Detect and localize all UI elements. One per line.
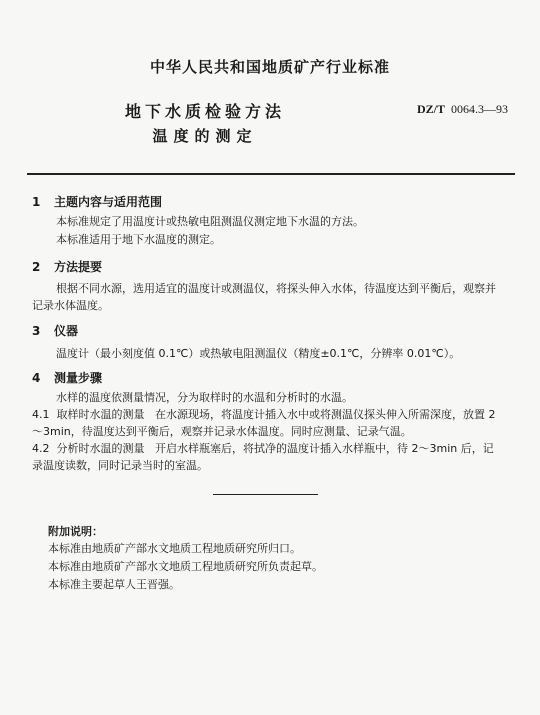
section-2-heading: [32, 258, 102, 275]
subsection-4-2: [32, 440, 502, 474]
section-3-heading: [32, 322, 78, 339]
notes-heading: 附加说明：: [48, 525, 103, 538]
standard-number: 0064.3—93: [451, 102, 508, 116]
section-4-paragraph-1: 水样的温度依测量情况，分为取样时的水温和分析时的水温。: [56, 391, 353, 404]
section-title: 测量步骤: [54, 371, 103, 385]
note-line-2: 本标准由地质矿产部水文地质工程地质研究所负责起草。: [48, 560, 323, 573]
note-line-1: 本标准由地质矿产部水文地质工程地质研究所归口。: [48, 542, 301, 555]
section-title: 方法提要: [54, 260, 103, 274]
standard-code: [417, 102, 508, 117]
section-1-paragraph-1: 本标准规定了用温度计或热敏电阻测温仪测定地下水温的方法。: [56, 215, 364, 228]
section-number: 2: [32, 260, 41, 274]
section-1-heading: [32, 193, 162, 210]
subsection-number: 4.2: [32, 442, 50, 455]
section-title: 仪器: [54, 324, 79, 338]
subsection-label: 分析时水温的测量: [56, 442, 145, 455]
document-title: 地下水质检验方法: [124, 102, 285, 121]
section-number: 1: [32, 195, 41, 209]
document-subtitle: 温度的测定: [152, 127, 258, 145]
subsection-label: 取样时水温的测量: [56, 408, 145, 421]
section-number: 3: [32, 324, 41, 338]
section-title: 主题内容与适用范围: [54, 195, 163, 209]
section-1-paragraph-2: 本标准适用于地下水温度的测定。: [56, 233, 221, 246]
end-divider: [213, 494, 318, 495]
subsection-number: 4.1: [32, 408, 50, 421]
section-4-heading: [32, 369, 102, 386]
header-divider: [27, 173, 515, 175]
issuing-organization: 中华人民共和国地质矿产行业标准: [149, 58, 390, 76]
subsection-4-1: [32, 406, 502, 440]
subsection-text: 在水源现场，将温度计插入水中或将测温仪探头伸入所需深度，放置 2～3min，待温度达到平衡后，观察并记录水体温度。同时应测量、记录气温。: [32, 408, 496, 438]
standard-prefix: DZ/T: [416, 102, 445, 116]
note-line-3: 本标准主要起草人王晋强。: [48, 578, 180, 591]
section-number: 4: [32, 371, 41, 385]
section-2-paragraph-1: 根据不同水源，选用适宜的温度计或测温仪，将探头伸入水体，待温度达到平衡后，观察并记录水体温度。: [32, 282, 496, 312]
subsection-text: 开启水样瓶塞后，将拭净的温度计插入水样瓶中，待 2～3min 后，记录温度读数，同时记录当时的室温。: [32, 442, 494, 472]
section-3-paragraph-1: 温度计（最小刻度值 0.1℃）或热敏电阻测温仪（精度±0.1℃，分辨率 0.01℃）。: [56, 347, 461, 360]
